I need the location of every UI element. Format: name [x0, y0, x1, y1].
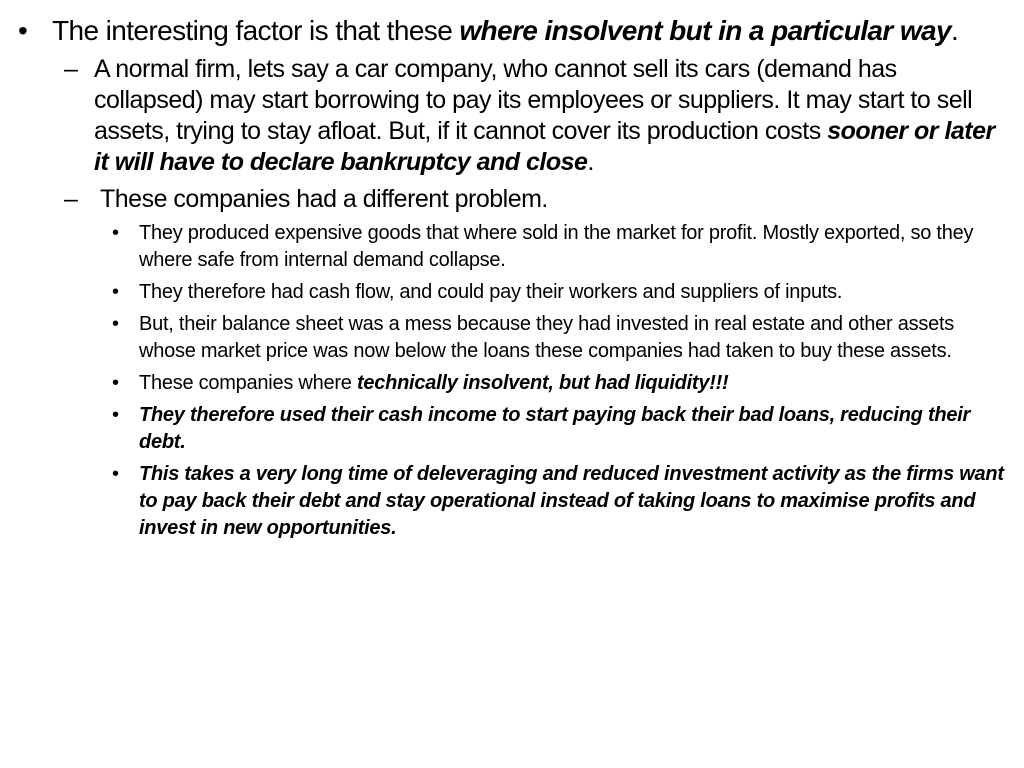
list-item-cash-flow: [112, 279, 1010, 306]
list-item-text: They therefore used their cash income to start paying back their bad loans, reducing their debt.: [139, 404, 971, 453]
sub-bullet-car-company-emphasis: sooner or later it will have to declare bankruptcy and close: [94, 117, 995, 176]
bullet-main: [18, 14, 1010, 48]
list-item-text: They produced expensive goods that where sold in the market for profit. Mostly exported, so they where safe from internal demand collapse.: [139, 222, 974, 271]
dash-marker: –: [64, 55, 78, 83]
sub-bullet-car-company-end: .: [587, 148, 594, 176]
list-item-emphasis: technically insolvent, but had liquidity!!!: [356, 372, 729, 394]
bullet-marker: •: [112, 281, 119, 303]
sub-bullet-different-problem: [64, 184, 1010, 215]
bullet-marker: •: [112, 313, 119, 335]
sub-bullet-car-company-plain: A normal firm, lets say a car company, who cannot sell its cars (demand has collapsed) may start borrowing to pay its employees or suppliers. It may start to sell assets, trying to stay afloat. But, if it cannot cover its production costs: [94, 55, 973, 145]
bullet-main-text: [52, 14, 1010, 48]
list-item-text: They therefore had cash flow, and could pay their workers and suppliers of inputs.: [139, 281, 843, 303]
sub-bullet-car-company-text: [94, 54, 1010, 178]
list-item-text: [139, 370, 1010, 397]
bullet-marker: •: [112, 404, 119, 426]
bullet-main-plain: The interesting factor is that these: [52, 15, 460, 46]
dash-marker: –: [64, 185, 78, 213]
list-item-technically-insolvent: [112, 370, 1010, 397]
bullet-marker: •: [112, 463, 119, 485]
bullet-main-end: .: [950, 15, 959, 46]
list-item-expensive-goods: [112, 220, 1010, 274]
bullet-main-emphasis: where insolvent but in a particular way: [459, 15, 951, 46]
list-item-deleveraging: [112, 461, 1010, 542]
bullet-marker: •: [112, 372, 119, 394]
list-item-text: But, their balance sheet was a mess because they had invested in real estate and other assets whose market price was now below the loans these companies had taken to buy these assets.: [139, 313, 955, 362]
sub-bullet-different-problem-text: These companies had a different problem.: [100, 185, 548, 213]
bullet-marker: •: [112, 222, 119, 244]
bullet-marker: •: [18, 15, 28, 46]
list-item-balance-sheet: [112, 311, 1010, 365]
list-item-text: This takes a very long time of deleveraging and reduced investment activity as the firms want to pay back their debt and stay operational instead of taking loans to maximise profits and invest in new opportunities.: [139, 463, 1004, 539]
list-item-plain: These companies where: [139, 372, 357, 394]
sub-bullet-car-company: [64, 54, 1010, 178]
list-item-paying-back-loans: [112, 402, 1010, 456]
